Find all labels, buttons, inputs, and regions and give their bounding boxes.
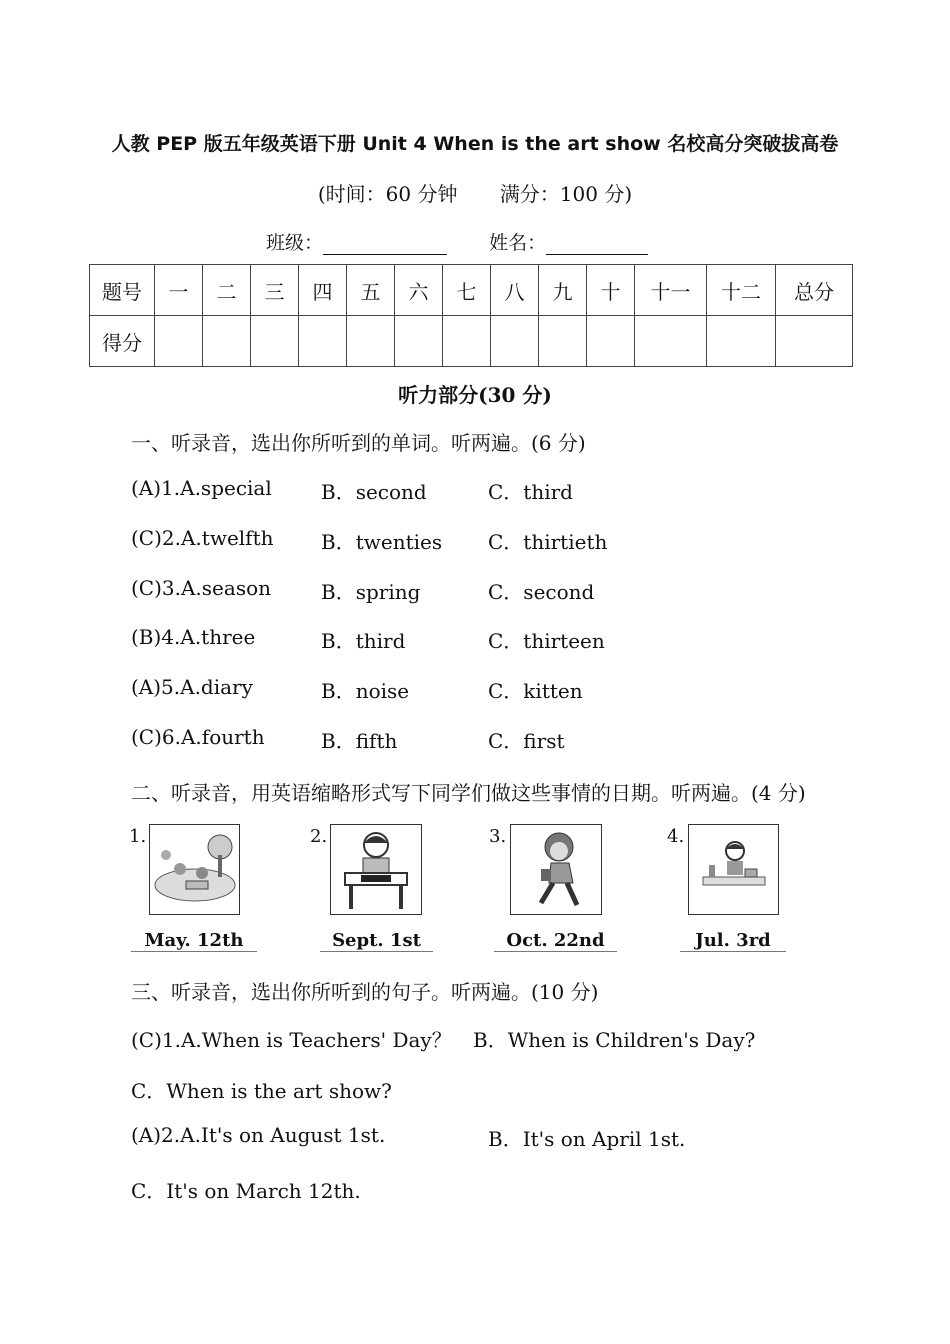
student-info-line — [266, 228, 648, 255]
question-option-b: B．spring — [321, 580, 421, 604]
question-option-b: B．fifth — [321, 729, 398, 753]
table-header-cell: 总分 — [776, 265, 853, 316]
question-option-c: C．thirtieth — [488, 530, 608, 554]
question-option-c: C．first — [488, 729, 565, 753]
class-label: 班级： — [266, 232, 324, 254]
part1-heading: 一、听录音，选出你所听到的单词。听两遍。(6 分) — [131, 431, 586, 455]
part3-heading: 三、听录音，选出你所听到的句子。听两遍。(10 分) — [131, 980, 599, 1004]
question-option-a: (C)6.A.fourth — [131, 725, 265, 749]
time-info: (时间：60 分钟 — [317, 182, 458, 206]
score-cell[interactable] — [395, 316, 443, 367]
date-answer: Sept. 1st — [320, 930, 433, 952]
question-option-a: (A)5.A.diary — [131, 675, 253, 699]
picture-number: 1. — [129, 826, 147, 847]
question-option-b: B．When is Children's Day? — [473, 1028, 756, 1052]
table-header-cell: 二 — [203, 265, 251, 316]
score-cell[interactable] — [776, 316, 853, 367]
question-option-c: C．second — [488, 580, 595, 604]
running-boy-picture-icon — [510, 824, 602, 915]
part2-heading: 二、听录音，用英语缩略形式写下同学们做这些事情的日期。听两遍。(4 分) — [131, 781, 806, 805]
question-option-a: (A)2.A.It's on August 1st. — [131, 1123, 386, 1147]
score-cell[interactable] — [635, 316, 707, 367]
question-option-b: B．It's on April 1st. — [488, 1127, 686, 1151]
table-header-cell: 八 — [491, 265, 539, 316]
table-header-cell: 一 — [155, 265, 203, 316]
picnic-picture-icon — [149, 824, 240, 915]
drawing-boy-picture-icon — [330, 824, 422, 915]
score-cell[interactable] — [347, 316, 395, 367]
question-option-c: C．It's on March 12th. — [131, 1179, 361, 1203]
question-option-a: (A)1.A.special — [131, 476, 272, 500]
studying-boy-picture-icon — [688, 824, 779, 915]
question-option-a: (C)1.A.When is Teachers' Day？ — [131, 1028, 452, 1052]
question-option-b: B．noise — [321, 679, 410, 703]
question-option-a: (C)2.A.twelfth — [131, 526, 274, 550]
score-table-score-row — [90, 316, 853, 367]
question-option-c: C．thirteen — [488, 629, 605, 653]
question-option-a: (B)4.A.three — [131, 625, 256, 649]
score-cell[interactable] — [203, 316, 251, 367]
question-option-b: B．second — [321, 480, 427, 504]
question-option-b: B．twenties — [321, 530, 443, 554]
picture-number: 3. — [489, 826, 507, 847]
section-title: 听力部分(30 分) — [398, 383, 552, 407]
score-row-label: 得分 — [90, 316, 155, 367]
question-option-a: (C)3.A.season — [131, 576, 271, 600]
table-header-cell: 十一 — [635, 265, 707, 316]
score-cell[interactable] — [443, 316, 491, 367]
date-answer: Oct. 22nd — [494, 930, 617, 952]
score-cell[interactable] — [251, 316, 299, 367]
question-option-b: B．third — [321, 629, 406, 653]
exam-info — [0, 178, 950, 207]
score-cell[interactable] — [539, 316, 587, 367]
full-score-info: 满分：100 分) — [499, 182, 633, 206]
table-header-cell: 九 — [539, 265, 587, 316]
score-cell[interactable] — [587, 316, 635, 367]
picture-number: 4. — [667, 826, 685, 847]
date-answer: Jul. 3rd — [680, 930, 786, 952]
table-header-cell: 题号 — [90, 265, 155, 316]
table-header-cell: 三 — [251, 265, 299, 316]
name-label: 姓名： — [489, 232, 547, 254]
table-header-cell: 十 — [587, 265, 635, 316]
name-blank[interactable] — [546, 234, 648, 255]
score-cell[interactable] — [491, 316, 539, 367]
page-title: 人教 PEP 版五年级英语下册 Unit 4 When is the art show 名校高分突破拔高卷 — [111, 133, 839, 155]
table-header-cell: 六 — [395, 265, 443, 316]
question-option-c: C．When is the art show? — [131, 1079, 392, 1103]
question-option-c: C．third — [488, 480, 573, 504]
table-header-cell: 五 — [347, 265, 395, 316]
score-cell[interactable] — [155, 316, 203, 367]
table-header-cell: 七 — [443, 265, 491, 316]
table-header-cell: 十二 — [707, 265, 776, 316]
score-cell[interactable] — [299, 316, 347, 367]
score-table-header-row — [90, 265, 853, 316]
score-cell[interactable] — [707, 316, 776, 367]
date-answer: May. 12th — [131, 930, 257, 952]
picture-number: 2. — [310, 826, 328, 847]
score-table — [89, 264, 853, 367]
table-header-cell: 四 — [299, 265, 347, 316]
class-blank[interactable] — [323, 234, 447, 255]
question-option-c: C．kitten — [488, 679, 583, 703]
